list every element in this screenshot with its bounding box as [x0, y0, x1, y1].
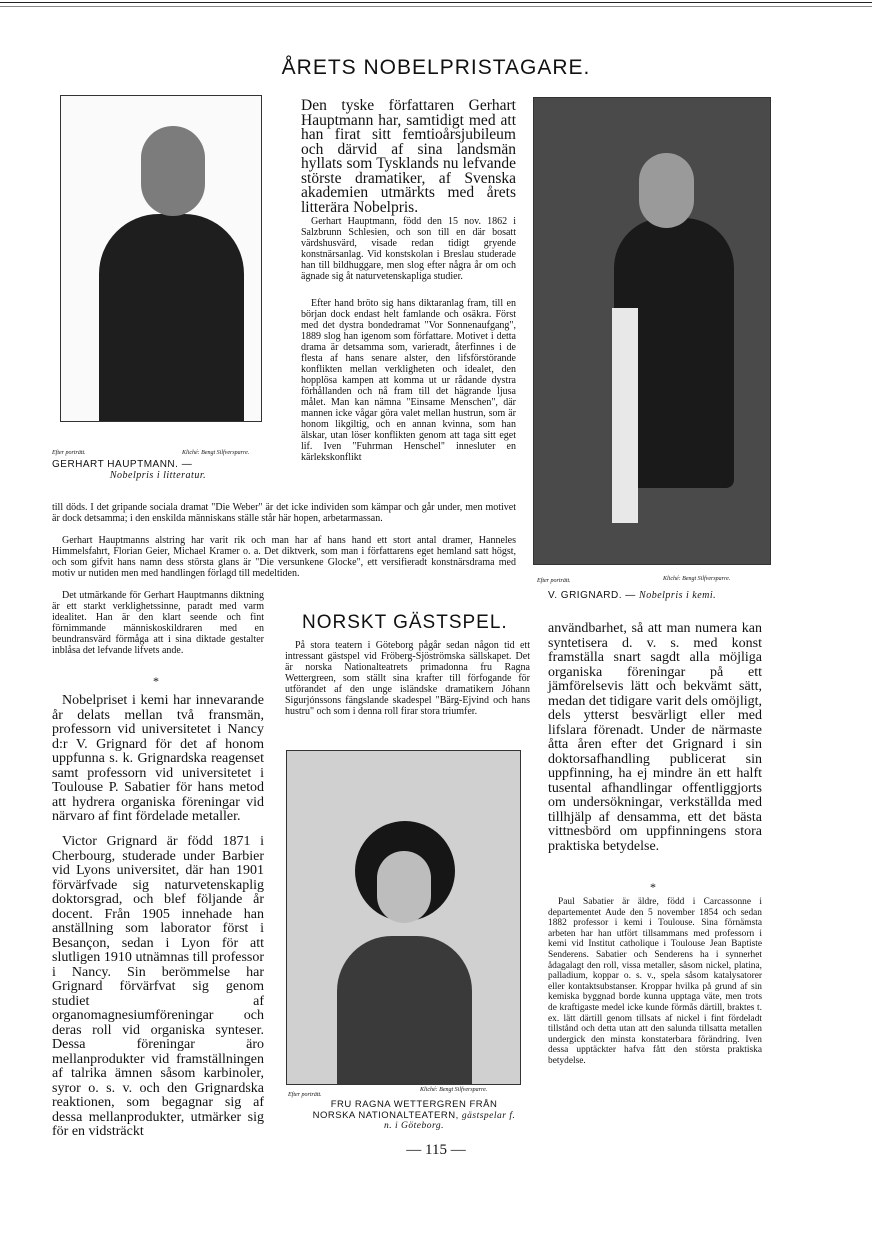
wettergren-caption-line2-wrap [308, 1111, 520, 1132]
hauptmann-credit-right: Kliché: Bengt Silfversparre. [182, 450, 250, 456]
grignard-credit-right: Kliché: Bengt Silfversparre. [663, 576, 731, 582]
separator-star: * [153, 674, 159, 688]
grignard-p2: Victor Grignard är född 1871 i Cherbourg, studerade under Barbier vid Lyons universitet, där han 1901 förvärfvade sig naturvetenskaplig doktorsgrad, och blef följande år docent. Från 1905 innehade han anställning som laborator först i Besançon, sedan i Lyon för att slutligen 1910 utnämnas till professor i Nancy. Sin berömmelse har Grignard förvärfvat sig genom studiet af organomagnesiumföreningar och deras roll vid organiska synteser. Dessa föreningar äro mellanprodukter vid framställningen af talrika ämnen såsom karbinoler, syror o. s. v. och den Grignardska reaktionen, som begagnar sig af dessa mellanprodukter, utmärker sig för en vidsträckt [52, 834, 264, 1139]
norskt-heading: NORSKT GÄSTSPEL. [302, 612, 508, 633]
grignard-head [639, 153, 694, 228]
hauptmann-figure [99, 214, 244, 421]
separator-star-2: * [650, 880, 656, 894]
sabatier-p1: Paul Sabatier är äldre, född i Carcassonne i departementet Aude den 5 november 1854 och sedan 1882 professor i kemi i Toulouse. Sina förnämsta arbeten har han utfört tillsammans med professorn i kemi vid Institut catholique i Toulouse Jean Baptiste Senderens. Sabatier och Senderens ha i synnerhet ådagalagt den roll, vissa metaller, såsom nickel, platina, palladium, koppar o. s. v., spela såsom katalysatorer eller kontaktsubstanser. Kroppar hvilka på grund af sin kemiska byggnad borde kunna upptaga väte, men trots de kraftigaste medel icke kunde förmås därtill, braktes t. ex. lätt därtill genom tillsats af nickel i fint fördeladt tillstånd och detta utan att den salunda tillsatta metallen undergick den minsta konstaterbara förändring. Iven dessa upptäckter hafva fått den största praktiska betydelse. [548, 897, 762, 1066]
wettergren-caption-line1: FRU RAGNA WETTERGREN FRÅN [330, 1099, 498, 1110]
wettergren-credit-left: Efter porträtt. [288, 1092, 322, 1098]
grignard-caption-prize: Nobelpris i kemi. [639, 590, 717, 601]
wettergren-figure [337, 936, 472, 1084]
wettergren-caption-tail: gästspelar f. n. i Göteborg. [384, 1110, 516, 1131]
hauptmann-caption-name: GERHART HAUPTMANN. — [52, 459, 193, 470]
page-number: — 115 — [406, 1142, 466, 1158]
grignard-caption-name: V. GRIGNARD. — [548, 590, 636, 601]
norskt-p1: På stora teatern i Göteborg pågår sedan någon tid ett intressant gästspel vid Fröberg-Sjöströmska sällskapet. Det är norska Nationalteatrets primadonna fru Ragna Wettergreen, som ställt sina krafter till förfogande för utförandet af den unge isländske dramatikern Jóhann Sigurjónssons fängslande skadespel "Bärg-Ejvind och hans hustru" och som i denna roll firar stora triumfer. [285, 640, 530, 717]
hauptmann-head [141, 126, 205, 216]
top-rule-thin [0, 6, 872, 7]
hauptmann-credit-left: Efter porträtt. [52, 450, 86, 456]
wettergren-face [377, 851, 431, 923]
hauptmann-p3: Gerhart Hauptmanns alstring har varit rik och man har af hans hand ett stort antal dramer, Hanneles Himmelsfahrt, Florian Geier, Michael Kramer o. a. Det diktverk, som man i författarens eget hemland satt högst, och som gifvit hans namn dess största glans är "Die versunkene Glocke", ett versifieradt konstnärsdrama med motiv ur nutiden men med handlingen förlagd till medeltiden. [52, 535, 516, 579]
hauptmann-p4: Det utmärkande för Gerhart Hauptmanns diktning är ett starkt verklighetssinne, paradt med varm idealitet. Han är den klart seende och fint förnimmande människoskildraren med en beundransvärd förmåga att i sina diktade gestalter inblåsa det lefvande lifvets ande. [52, 590, 264, 656]
hauptmann-p2-cont: till döds. I det gripande sociala dramat "Die Weber" är det icke individen som kämpar och går under, men motivet är dock detsamma; i den enskilda människans ställe står här hopen, arbetarmassan. [52, 502, 516, 524]
hauptmann-p1: Gerhart Hauptmann, född den 15 nov. 1862 i Salzbrunn Schlesien, och son till en där bosatt värdshusvärd, visade redan tidigt gryende konstnärsanlag. Vid konstskolan i Breslau studerade han till bildhuggare, men slog efter några år om och ägnade sig åt naturvetenskapliga studier. [301, 216, 516, 282]
grignard-p2-cont: användbarhet, så att man numera kan syntetisera d. v. s. med konst framställa snart sagdt alla möjliga organiska föreningar på ett jämförelsevis lätt och bekvämt sätt, medan det tidigare varit dels omöjligt, dels ytterst besvärligt eller med lifslara förenadt. Under de närmaste åtta åren efter det Grignard i sin doktorsafhandling publicerat sin uppfinning, ha ej mindre än ett halft tusental afhandlingar offentliggjorts om undersökningar, verkställda med tillhjälp af densamma, ett det bästa vittnesbörd om uppfinningens stora praktiska betydelse. [548, 621, 762, 854]
grignard-credit-left: Efter porträtt. [537, 578, 571, 584]
grignard-portrait [533, 97, 771, 565]
wettergren-credit-right: Kliché: Bengt Silfversparre. [420, 1087, 488, 1093]
wettergren-caption-line2: NORSKA NATIONALTEATERN, [312, 1109, 459, 1121]
wettergren-portrait [286, 750, 521, 1085]
hauptmann-p2: Efter hand bröto sig hans diktaranlag fram, till en början dock endast helt famlande och osäkra. Först med det dystra bondedramat "Vor Sonnenaufgang", 1889 slog han igenom som författare. Motivet i detta drama är detsamma som, varieradt, återfinnes i de flesta af hans senare alster, den lifsförstörande konflikten mellan verkligheten och idealet, den hopplösa kampen att komma ut ur rådande dystra förhållanden och nå fram till det hägrande ljusa målet. Man kan nämna "Einsame Menschen", där mannen icke vågar göra valet mellan hustrun, som är honom likgiltig, och en annan kvinna, som han älskar, utan löser konflikten genom att taga sitt eget lif. Iven "Fuhrman Henschel" innesluter en kärlekskonflikt [301, 298, 516, 463]
top-rule [0, 2, 872, 3]
hauptmann-portrait [60, 95, 262, 422]
hauptmann-caption-prize: Nobelpris i litteratur. [109, 470, 207, 481]
grignard-p1: Nobelpriset i kemi har innevarande år delats mellan två fransmän, professorn vid universitetet i Nancy d:r V. Grignard för det af honom uppfunna s. k. Grignardska reagenset samt professorn vid universitetet i Toulouse P. Sabatier för hans metod att hydrera organiska föreningar vid närvaro af fint fördelade metaller. [52, 693, 264, 824]
grignard-coat-front [612, 308, 638, 523]
wettergren-caption [308, 1100, 520, 1132]
grignard-caption [548, 590, 768, 601]
page-title: ÅRETS NOBELPRISTAGARE. [281, 56, 591, 79]
hauptmann-lead: Den tyske författaren Gerhart Hauptmann har, samtidigt med att han firat sitt femtioårsjubileum och därvid af sina landsmän hyllats som Tysklands nu lefvande störste dramatiker, af Svenska akademien utmärkts med årets litterära Nobelpris. [301, 97, 516, 216]
hauptmann-caption [52, 459, 264, 481]
